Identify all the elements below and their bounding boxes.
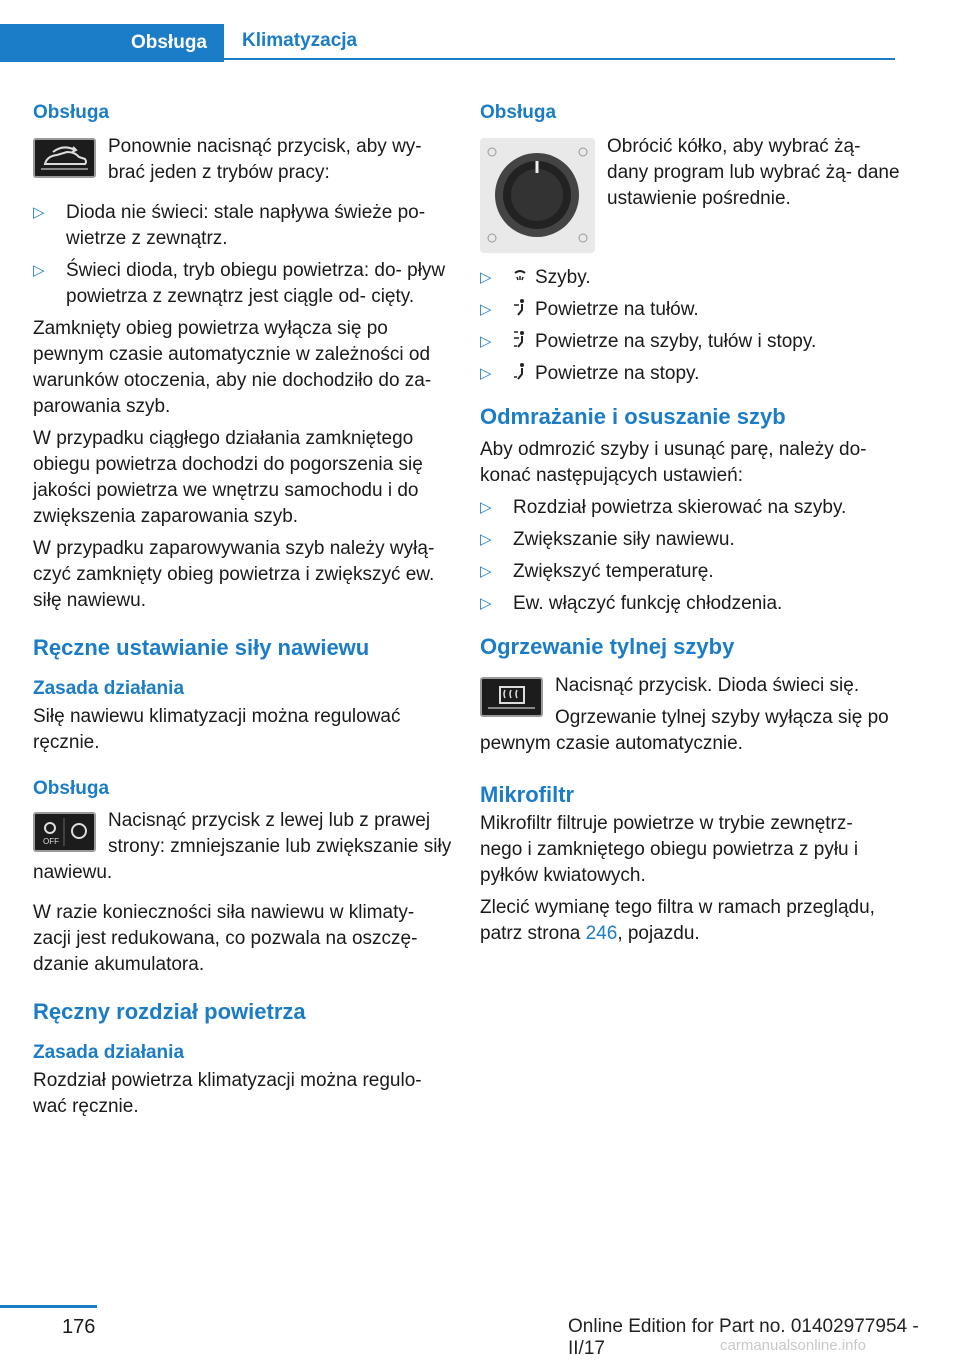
subheading-principle: Zasada działania	[33, 1042, 185, 1063]
footwell-air-icon	[513, 361, 527, 381]
list-item: ▷ Rozdział powietrza skierować na szyby.	[480, 495, 900, 521]
paragraph: Zamknięty obieg powietrza wyłącza się po pewnym czasie automatycznie w zależności od warunków otoczenia, aby nie dochodziło do za- parowania szyb.	[33, 318, 432, 417]
subheading-obsluga: Obsługa	[33, 778, 110, 799]
list-item: ▷ Zwiększanie siły nawiewu.	[480, 527, 900, 553]
knob-text: Obrócić kółko, aby wybrać żą- dany program lub wybrać żą- dane ustawienie pośrednie.	[607, 136, 900, 209]
heading-defrost: Odmrażanie i osuszanie szyb	[480, 404, 786, 429]
list-item: ▷ Zwiększyć temperaturę.	[480, 559, 900, 585]
paragraph: Rozdział powietrza klimatyzacji można regulo- wać ręcznie.	[33, 1070, 422, 1117]
paragraph: Aby odmrozić szyby i usunąć parę, należy do- konać następujących ustawień:	[480, 439, 867, 486]
subheading-obsluga: Obsługa	[480, 102, 557, 123]
page-number: 176	[62, 1316, 96, 1338]
right-column	[480, 100, 900, 953]
heading-fan-speed: Ręczne ustawianie siły nawiewu	[33, 635, 370, 660]
edition-text: Online Edition for Part no. 01402977954 - II/17	[568, 1316, 919, 1359]
subheading-principle: Zasada działania	[33, 678, 185, 699]
paragraph: Mikrofiltr filtruje powietrze w trybie zewnętrz- nego i zamkniętego obiegu powietrza z pyłu i pyłków kwiatowych.	[480, 813, 859, 886]
rear-heat-text-1: Nacisnąć przycisk. Dioda świeci się.	[555, 675, 860, 696]
list-item: ▷ Powietrze na szyby, tułów i stopy.	[480, 329, 900, 355]
bullet-triangle-icon: ▷	[33, 262, 45, 279]
rear-heat-text-2: Ogrzewanie tylnej szyby wyłącza się po pewnym czasie automatycznie.	[480, 707, 889, 754]
bullet-triangle-icon: ▷	[480, 563, 492, 580]
recirculation-block	[33, 134, 453, 186]
bullet-triangle-icon: ▷	[33, 204, 45, 221]
list-item: ▷ Powietrze na tułów.	[480, 297, 900, 323]
recirculation-text: Ponownie nacisnąć przycisk, aby wy- brać jeden z trybów pracy:	[108, 136, 422, 183]
list-item: ▷ Szyby.	[480, 265, 900, 291]
rear-heat-block	[480, 673, 900, 763]
heading-microfilter: Mikrofiltr	[480, 782, 575, 807]
paragraph: W razie konieczności siła nawiewu w klimaty- zacji jest redukowana, co pozwala na oszczę- dzanie akumulatora.	[33, 902, 418, 975]
tab-obsluga[interactable]: Obsługa	[0, 24, 224, 62]
bullet-triangle-icon: ▷	[480, 269, 492, 286]
list-item: ▷ Powietrze na stopy.	[480, 361, 900, 387]
paragraph: Zlecić wymianę tego filtra w ramach przeglądu, patrz strona 246, pojazdu.	[480, 897, 875, 944]
windshield-icon	[513, 265, 527, 285]
upper-body-air-icon	[513, 297, 527, 317]
fan-button-icon	[33, 812, 96, 852]
subheading-obsluga: Obsługa	[33, 102, 110, 123]
bullet-triangle-icon: ▷	[480, 531, 492, 548]
bullet-triangle-icon: ▷	[480, 301, 492, 318]
header-tabs	[0, 24, 895, 62]
heading-rear-window: Ogrzewanie tylnej szyby	[480, 634, 735, 659]
list-item: ▷ Świeci dioda, tryb obiegu powietrza: do- pływ powietrza z zewnątrz jest ciągle od- cięty.	[33, 258, 453, 310]
paragraph: W przypadku zaparowywania szyb należy wyłą- czyć zamknięty obieg powietrza i zwiększyć ew. siłę nawiewu.	[33, 538, 435, 611]
fan-text: Nacisnąć przycisk z lewej lub z prawej strony: zmniejszanie lub zwiększanie siły nawiewu.	[33, 810, 452, 883]
page-link[interactable]: 246	[585, 923, 618, 944]
all-zones-air-icon	[513, 329, 527, 349]
heading-air-distribution: Ręczny rozdział powietrza	[33, 999, 306, 1024]
tab-klimatyzacja[interactable]: Klimatyzacja	[224, 24, 895, 60]
list-item: ▷ Ew. włączyć funkcję chłodzenia.	[480, 591, 900, 617]
bullet-triangle-icon: ▷	[480, 499, 492, 516]
watermark: carmanualsonline.info	[720, 1337, 866, 1354]
left-column	[33, 100, 453, 1126]
knob-block	[480, 134, 900, 253]
list-item: ▷ Dioda nie świeci: stale napływa świeże po- wietrze z zewnątrz.	[33, 200, 453, 252]
bullet-triangle-icon: ▷	[480, 595, 492, 612]
paragraph: Siłę nawiewu klimatyzacji można regulować ręcznie.	[33, 706, 401, 753]
rear-window-heat-button-icon	[480, 677, 543, 717]
fan-block	[33, 808, 453, 886]
fan-off-label: OFF	[43, 837, 59, 846]
paragraph: W przypadku ciągłego działania zamkniętego obiegu powietrza dochodzi do pogorszenia się jakości powietrza we wnętrzu samochodu i do zwiększenia zaparowania szyb.	[33, 428, 423, 527]
distribution-knob-image	[480, 138, 595, 253]
recirculation-button-icon	[33, 138, 96, 178]
footer-line	[0, 1305, 97, 1308]
bullet-triangle-icon: ▷	[480, 365, 492, 382]
bullet-triangle-icon: ▷	[480, 333, 492, 350]
